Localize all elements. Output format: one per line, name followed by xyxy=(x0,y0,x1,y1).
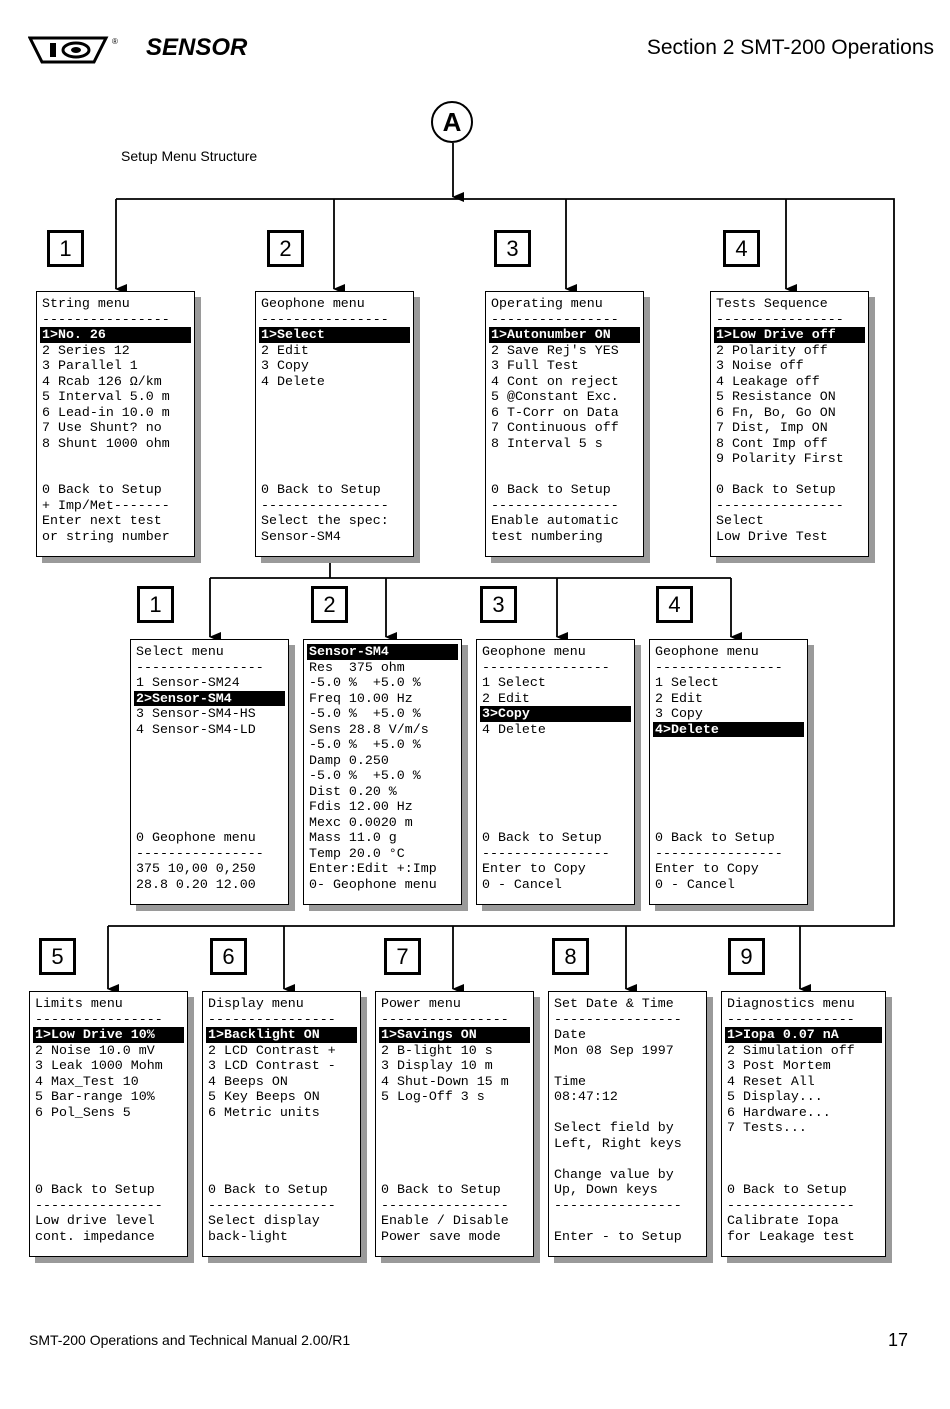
menu-line: 0 - Cancel xyxy=(655,876,735,892)
menu-line: ---------------- xyxy=(35,1197,163,1213)
menu-line-selected: 1>Low Drive off xyxy=(714,327,865,343)
menu-line xyxy=(33,1151,184,1167)
menu-line: Left, Right keys xyxy=(554,1135,682,1151)
menu-line: 3 Post Mortem xyxy=(727,1058,831,1073)
menu-line: 08:47:12 xyxy=(554,1089,618,1104)
menu-line-selected: 1>No. 26 xyxy=(40,327,191,343)
number-box: 9 xyxy=(728,938,765,975)
menu-line: 5 Bar-range 10% xyxy=(35,1089,155,1104)
menu-line: ---------------- xyxy=(554,1011,682,1027)
menu-line: Select field by xyxy=(554,1120,674,1135)
menu-line: Operating menu xyxy=(491,296,603,311)
menu-line xyxy=(259,405,410,421)
menu-line: Dist 0.20 % xyxy=(309,783,397,799)
menu-line: Freq 10.00 Hz xyxy=(309,690,413,706)
menu-line xyxy=(134,753,285,769)
menu-line xyxy=(379,1151,530,1167)
menu-line: Damp 0.250 xyxy=(309,752,389,768)
menu-line xyxy=(134,768,285,784)
menu-line: Low drive level xyxy=(35,1213,155,1228)
menu-line: ---------------- xyxy=(261,311,389,327)
menu-line: ---------------- xyxy=(716,497,844,513)
menu-line: ---------------- xyxy=(208,1197,336,1213)
number-box: 2 xyxy=(311,586,348,623)
menu-line-selected: 1>Low Drive 10% xyxy=(33,1027,184,1043)
menu-line xyxy=(379,1105,530,1121)
menu-line: Sens 28.8 V/m/s xyxy=(309,721,429,737)
menu-line xyxy=(480,737,631,753)
menu-line: 2 B-light 10 s xyxy=(381,1042,493,1058)
menu-line: Temp 20.0 °C xyxy=(309,845,405,861)
number-box: 3 xyxy=(494,230,531,267)
menu-line: 3 LCD Contrast - xyxy=(208,1058,336,1073)
menu-line xyxy=(552,1213,703,1229)
menu-line: Sensor-SM4 xyxy=(261,528,341,544)
connector-a-circle: A xyxy=(431,101,473,143)
string-menu-panel xyxy=(36,291,195,557)
menu-line: 0 Back to Setup xyxy=(42,482,162,497)
number-box: 1 xyxy=(137,586,174,623)
menu-line xyxy=(206,1151,357,1167)
menu-line xyxy=(653,815,804,831)
menu-line: 6 Pol_Sens 5 xyxy=(35,1104,131,1120)
logo-registered-mark: ® xyxy=(112,37,118,46)
menu-line: 6 Hardware... xyxy=(727,1104,831,1120)
menu-line: 3 Leak 1000 Mohm xyxy=(35,1058,163,1073)
menu-line: 5 Log-Off 3 s xyxy=(381,1089,485,1104)
menu-line: Time xyxy=(554,1073,586,1089)
menu-line xyxy=(480,784,631,800)
menu-line: 7 Tests... xyxy=(727,1120,807,1135)
menu-line: String menu xyxy=(42,296,130,311)
menu-line: ---------------- xyxy=(482,659,610,675)
menu-line: 0 Back to Setup xyxy=(208,1182,328,1197)
menu-line: 6 Fn, Bo, Go ON xyxy=(716,404,836,420)
menu-line: Geophone menu xyxy=(655,644,759,659)
menu-line xyxy=(379,1120,530,1136)
menu-line: Diagnostics menu xyxy=(727,996,855,1011)
menu-line: Low Drive Test xyxy=(716,528,828,544)
menu-line: Mass 11.0 g xyxy=(309,830,397,845)
menu-line: 1 Select xyxy=(482,675,546,690)
menu-line: 3 Full Test xyxy=(491,358,579,373)
number-box: 4 xyxy=(723,230,760,267)
menu-line: 4 Cont on reject xyxy=(491,373,619,389)
menu-line-selected: 1>Savings ON xyxy=(379,1027,530,1043)
menu-line: 2 Edit xyxy=(482,690,530,706)
menu-line: 2 Series 12 xyxy=(42,342,130,358)
menu-line: 5 Resistance ON xyxy=(716,389,836,404)
geophone-menu-panel xyxy=(255,291,414,557)
menu-line: Fdis 12.00 Hz xyxy=(309,799,413,814)
menu-line xyxy=(480,768,631,784)
menu-line: 5 Key Beeps ON xyxy=(208,1089,320,1104)
select-menu-panel xyxy=(130,639,289,905)
menu-line: 5 Interval 5.0 m xyxy=(42,389,170,404)
menu-line: 4 Reset All xyxy=(727,1073,815,1089)
menu-line xyxy=(259,420,410,436)
menu-line: 4 Delete xyxy=(482,721,546,737)
menu-line: 3 Parallel 1 xyxy=(42,358,138,373)
menu-line: Enter to Copy xyxy=(655,861,759,876)
number-box: 2 xyxy=(267,230,304,267)
menu-line xyxy=(134,784,285,800)
number-box: 6 xyxy=(210,938,247,975)
menu-line: Change value by xyxy=(554,1166,674,1182)
menu-line: ---------------- xyxy=(136,659,264,675)
menu-line xyxy=(552,1151,703,1167)
menu-line: Res 375 ohm xyxy=(309,659,405,675)
menu-line: ---------------- xyxy=(491,497,619,513)
section-title: Section 2 SMT-200 Operations xyxy=(646,36,934,59)
menu-line xyxy=(653,768,804,784)
menu-line: Mexc 0.0020 m xyxy=(309,814,413,830)
menu-line: Enter:Edit +:Imp xyxy=(309,861,437,876)
menu-line: 0 Back to Setup xyxy=(381,1182,501,1197)
menu-line: Select the spec: xyxy=(261,513,389,528)
brand-name: SENSOR xyxy=(146,34,248,61)
menu-line: ---------------- xyxy=(35,1011,163,1027)
menu-line xyxy=(480,753,631,769)
menu-line: 4 Shut-Down 15 m xyxy=(381,1073,509,1089)
menu-line xyxy=(552,1058,703,1074)
menu-line: 0 Back to Setup xyxy=(716,482,836,497)
menu-line xyxy=(653,737,804,753)
menu-line: Select menu xyxy=(136,644,224,659)
menu-line: Limits menu xyxy=(35,996,123,1011)
menu-line: Power save mode xyxy=(381,1228,501,1244)
menu-line: Tests Sequence xyxy=(716,296,828,311)
menu-line xyxy=(653,799,804,815)
menu-line: 0 Geophone menu xyxy=(136,830,256,845)
menu-line: 375 10,00 0,250 xyxy=(136,861,256,876)
menu-line xyxy=(33,1136,184,1152)
number-box: 4 xyxy=(656,586,693,623)
menu-line: ---------------- xyxy=(716,311,844,327)
menu-line: Up, Down keys xyxy=(554,1182,658,1197)
menu-line: ---------------- xyxy=(727,1011,855,1027)
menu-line-selected: 2>Sensor-SM4 xyxy=(134,691,285,707)
diagnostics-menu-panel xyxy=(721,991,886,1257)
menu-line: 7 Dist, Imp ON xyxy=(716,420,828,435)
menu-line: 7 Continuous off xyxy=(491,420,619,435)
menu-line xyxy=(206,1120,357,1136)
menu-line xyxy=(714,467,865,483)
menu-line: 3 Copy xyxy=(655,706,703,721)
menu-line: 3 Sensor-SM4-HS xyxy=(136,706,256,721)
menu-line: ---------------- xyxy=(261,497,389,513)
menu-line: 9 Polarity First xyxy=(716,451,844,466)
menu-line: 4 Delete xyxy=(261,373,325,389)
tests-sequence-panel xyxy=(710,291,869,557)
menu-line xyxy=(725,1136,882,1152)
geophone-copy-panel xyxy=(476,639,635,905)
menu-line: back-light xyxy=(208,1228,288,1244)
date-time-panel xyxy=(548,991,707,1257)
menu-line: Mon 08 Sep 1997 xyxy=(554,1042,674,1058)
menu-line: Enter - to Setup xyxy=(554,1228,682,1244)
menu-line-selected: Sensor-SM4 xyxy=(307,644,458,660)
menu-line: 6 Lead-in 10.0 m xyxy=(42,404,170,420)
menu-line xyxy=(33,1120,184,1136)
menu-line: 0 - Cancel xyxy=(482,876,562,892)
menu-line: -5.0 % +5.0 % xyxy=(309,768,421,783)
menu-line: 6 T-Corr on Data xyxy=(491,404,619,420)
menu-line xyxy=(259,389,410,405)
menu-line: 7 Use Shunt? no xyxy=(42,420,162,435)
menu-line xyxy=(379,1136,530,1152)
menu-line: 1 Select xyxy=(655,675,719,690)
menu-line: 0- Geophone menu xyxy=(309,876,437,892)
menu-line: 0 Back to Setup xyxy=(655,830,775,845)
menu-line xyxy=(480,815,631,831)
menu-line xyxy=(489,467,640,483)
menu-line xyxy=(653,784,804,800)
menu-line: Calibrate Iopa xyxy=(727,1213,839,1228)
menu-line-selected: 1>Backlight ON xyxy=(206,1027,357,1043)
number-box: 8 xyxy=(552,938,589,975)
menu-line: Date xyxy=(554,1027,586,1042)
menu-line: 0 Back to Setup xyxy=(727,1182,847,1197)
menu-line: ---------------- xyxy=(381,1197,509,1213)
menu-line: 2 Save Rej's YES xyxy=(491,342,619,358)
menu-line: 2 LCD Contrast + xyxy=(208,1042,336,1058)
menu-line: cont. impedance xyxy=(35,1228,155,1244)
menu-line: ---------------- xyxy=(136,845,264,861)
menu-line: 0 Back to Setup xyxy=(491,482,611,497)
footer-manual-title: SMT-200 Operations and Technical Manual 2.00/R1 xyxy=(29,1332,351,1348)
operating-menu-panel xyxy=(485,291,644,557)
menu-line-selected: 1>Autonumber ON xyxy=(489,327,640,343)
menu-line: 5 @Constant Exc. xyxy=(491,389,619,404)
number-box: 3 xyxy=(480,586,517,623)
number-box: 5 xyxy=(39,938,76,975)
menu-line-selected: 4>Delete xyxy=(653,722,804,738)
menu-line xyxy=(259,467,410,483)
menu-line: 4 Leakage off xyxy=(716,373,820,389)
menu-line: Geophone menu xyxy=(482,644,586,659)
menu-line: 0 Back to Setup xyxy=(261,482,381,497)
geophone-delete-panel xyxy=(649,639,808,905)
menu-line: -5.0 % +5.0 % xyxy=(309,675,421,690)
diagram-subtitle: Setup Menu Structure xyxy=(121,148,258,164)
menu-line xyxy=(206,1167,357,1183)
menu-line: 3 Copy xyxy=(261,358,309,373)
menu-line: 1 Sensor-SM24 xyxy=(136,675,240,690)
menu-line: 4 Rcab 126 Ω/km xyxy=(42,373,162,389)
sensor-sm4-panel xyxy=(303,639,462,905)
menu-line: 2 Noise 10.0 mV xyxy=(35,1042,155,1058)
menu-line xyxy=(40,451,191,467)
menu-line: Enter next test xyxy=(42,513,162,528)
menu-line xyxy=(489,451,640,467)
menu-line: ---------------- xyxy=(491,311,619,327)
menu-line xyxy=(259,436,410,452)
power-menu-panel xyxy=(375,991,534,1257)
menu-line xyxy=(134,737,285,753)
menu-line: ---------------- xyxy=(208,1011,336,1027)
menu-line: 4 Max_Test 10 xyxy=(35,1073,139,1089)
number-box: 7 xyxy=(384,938,421,975)
menu-line xyxy=(40,467,191,483)
limits-menu-panel xyxy=(29,991,188,1257)
menu-line: Set Date & Time xyxy=(554,996,674,1011)
menu-line: Enter to Copy xyxy=(482,861,586,876)
menu-line: Display menu xyxy=(208,996,304,1011)
menu-line: 2 Edit xyxy=(655,690,703,706)
menu-line: + Imp/Met------- xyxy=(42,497,170,513)
page-number: 17 xyxy=(888,1330,909,1350)
menu-line: 8 Interval 5 s xyxy=(491,435,603,451)
menu-line: 8 Cont Imp off xyxy=(716,435,828,451)
menu-line-selected: 3>Copy xyxy=(480,706,631,722)
menu-line: 2 Edit xyxy=(261,342,309,358)
menu-line: 2 Simulation off xyxy=(727,1042,855,1058)
menu-line xyxy=(480,799,631,815)
menu-line xyxy=(206,1136,357,1152)
menu-line xyxy=(725,1167,882,1183)
menu-line: -5.0 % +5.0 % xyxy=(309,737,421,752)
menu-line-selected: 1>Select xyxy=(259,327,410,343)
menu-line: Enable / Disable xyxy=(381,1213,509,1228)
menu-line: 3 Noise off xyxy=(716,358,804,373)
menu-line: 6 Metric units xyxy=(208,1104,320,1120)
menu-line: 2 Polarity off xyxy=(716,342,828,358)
menu-line: -5.0 % +5.0 % xyxy=(309,706,421,721)
menu-line xyxy=(259,451,410,467)
menu-line xyxy=(725,1151,882,1167)
menu-line: ---------------- xyxy=(655,845,783,861)
display-menu-panel xyxy=(202,991,361,1257)
menu-line xyxy=(552,1105,703,1121)
menu-line: 3 Display 10 m xyxy=(381,1058,493,1073)
menu-line: 4 Sensor-SM4-LD xyxy=(136,721,256,737)
menu-line: Power menu xyxy=(381,996,461,1011)
menu-line xyxy=(134,799,285,815)
menu-line: Select xyxy=(716,513,764,528)
menu-line: Enable automatic xyxy=(491,513,619,528)
number-box: 1 xyxy=(47,230,84,267)
menu-line: test numbering xyxy=(491,528,603,544)
menu-line: or string number xyxy=(42,528,170,544)
menu-line: ---------------- xyxy=(381,1011,509,1027)
menu-line: ---------------- xyxy=(482,845,610,861)
menu-line xyxy=(379,1167,530,1183)
menu-line: ---------------- xyxy=(554,1197,682,1213)
menu-line: Select display xyxy=(208,1213,320,1228)
menu-line: 0 Back to Setup xyxy=(35,1182,155,1197)
menu-line: ---------------- xyxy=(655,659,783,675)
menu-line: 0 Back to Setup xyxy=(482,830,602,845)
menu-line: 28.8 0.20 12.00 xyxy=(136,876,256,892)
menu-line: ---------------- xyxy=(42,311,170,327)
menu-line xyxy=(653,753,804,769)
menu-line: Geophone menu xyxy=(261,296,365,311)
menu-line xyxy=(134,815,285,831)
menu-line xyxy=(33,1167,184,1183)
menu-line: 5 Display... xyxy=(727,1089,823,1104)
menu-line: ---------------- xyxy=(727,1197,855,1213)
menu-line: for Leakage test xyxy=(727,1228,855,1244)
menu-line-selected: 1>Iopa 0.07 nA xyxy=(725,1027,882,1043)
menu-line: 8 Shunt 1000 ohm xyxy=(42,435,170,451)
menu-line: 4 Beeps ON xyxy=(208,1073,288,1089)
